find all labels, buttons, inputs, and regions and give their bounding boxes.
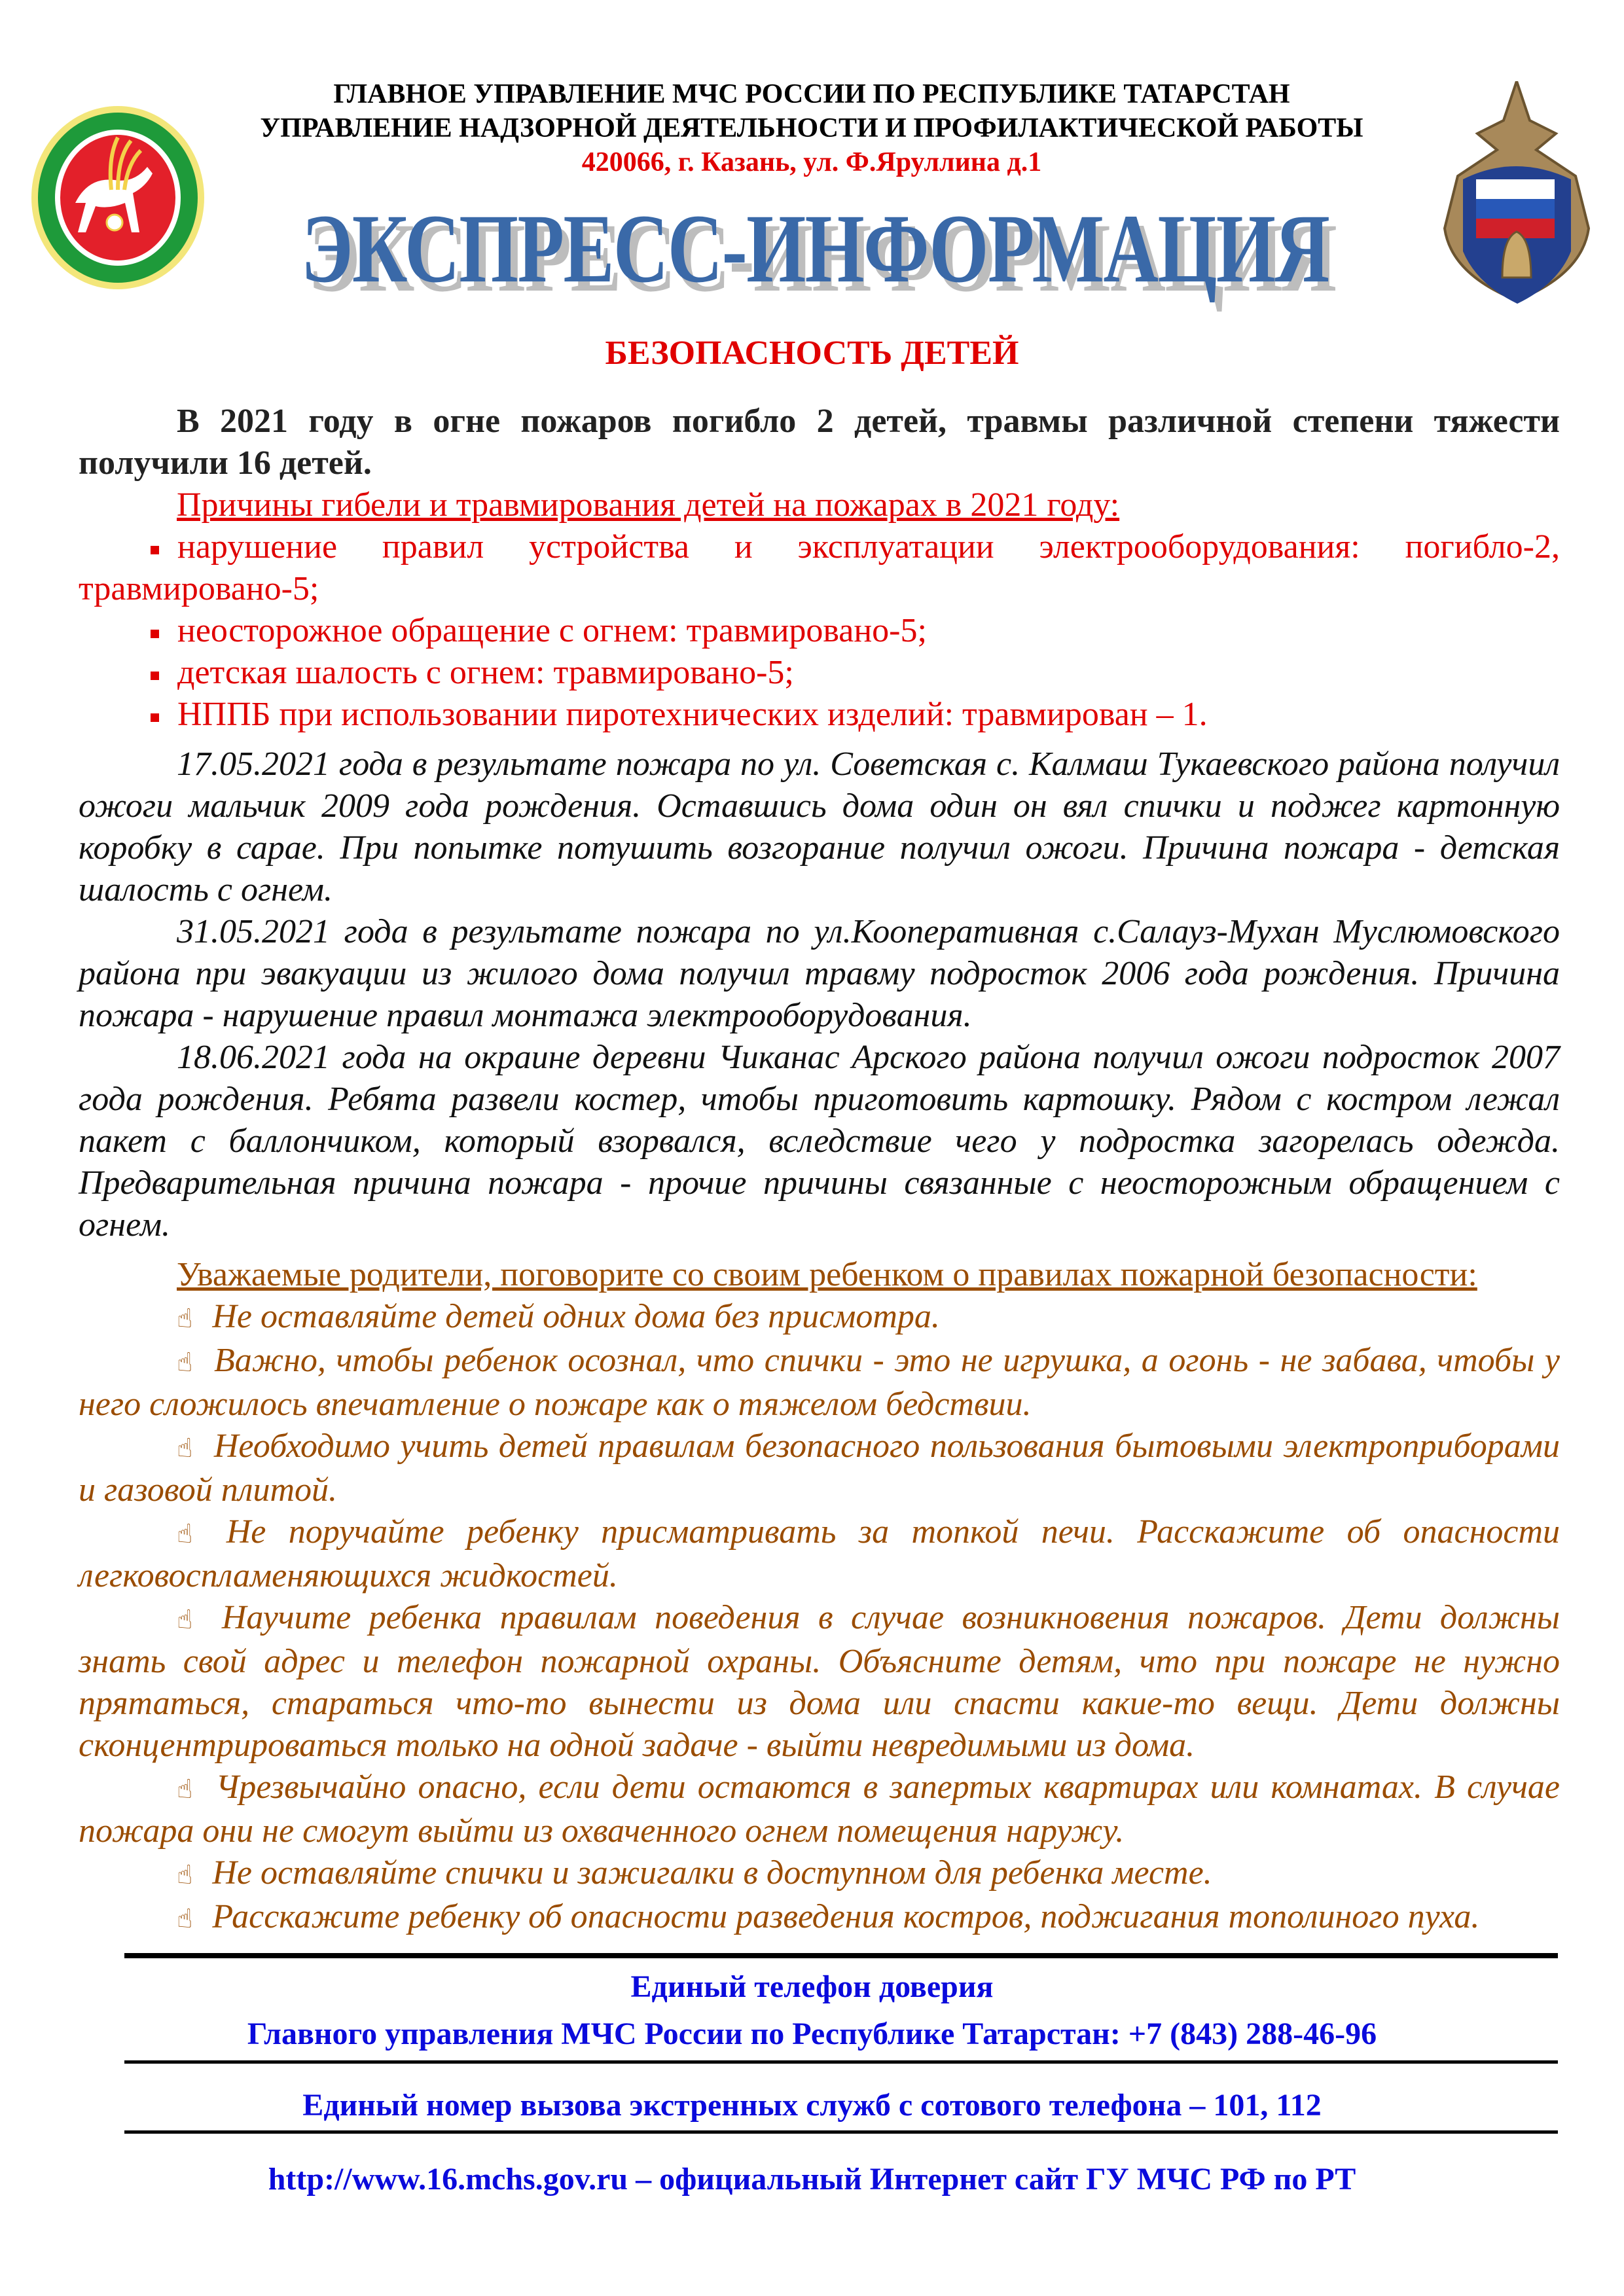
pointing-hand-icon: ☝ [177, 1860, 193, 1890]
advice-item: ☝ Расскажите ребенку об опасности разведения костров, поджигания тополиного пуха. [177, 1898, 1480, 1935]
header-line-2: УПРАВЛЕНИЕ НАДЗОРНОЙ ДЕЯТЕЛЬНОСТИ И ПРОФИЛАКТИЧЕСКОЙ РАБОТЫ [260, 113, 1363, 143]
bullet-square-icon [151, 713, 159, 722]
page-title: ЭКСПРЕСС-ИНФОРМАЦИЯ [301, 194, 1329, 303]
incident-paragraph: 17.05.2021 года в результате пожара по ул. Советская с. Калмаш Тукаевского района получил ожоги мальчик 2009 года рождения. Оставшись дома один он вял спички и поджег картонную коробку в сарае. При попытке потушить возгорание получил ожоги. Причина пожара - детская шалость с огнем. [79, 745, 1560, 908]
divider [124, 1953, 1558, 1958]
bullet-square-icon [151, 672, 159, 680]
advice-item: ☝ Не оставляйте детей одних дома без присмотра. [177, 1298, 940, 1335]
hotline-number: Главного управления МЧС России по Республике Татарстан: +7 (843) 288-46-96 [247, 2017, 1377, 2051]
bullet-square-icon [151, 546, 159, 554]
header-address: 420066, г. Казань, ул. Ф.Яруллина д.1 [581, 147, 1042, 177]
pointing-hand-icon: ☝ [177, 1433, 194, 1463]
pointing-hand-icon: ☝ [177, 1304, 193, 1334]
advice-item: ☝ Необходимо учить детей правилам безопасного пользования бытовыми электроприборами и газовой плитой. [79, 1427, 1560, 1509]
causes-heading: Причины гибели и травмирования детей на пожарах в 2021 году: [177, 486, 1120, 524]
incident-paragraph: 18.06.2021 года на окраине деревни Чиканас Арского района получил ожоги подросток 2007 года рождения. Ребята развели костер, чтобы приготовить картошку. Рядом с костром лежал пакет с баллончиком, который взорвался, вследствие чего у подростка загорелась одежда. Предварительная причина пожара - прочие причины связанные с неосторожным обращением с огнем. [79, 1039, 1560, 1244]
divider [124, 2060, 1558, 2064]
document-body [79, 401, 1560, 1940]
advice-item: ☝ Не оставляйте спички и зажигалки в доступном для ребенка месте. [177, 1854, 1212, 1892]
pointing-hand-icon: ☝ [177, 1904, 193, 1934]
pointing-hand-icon: ☝ [177, 1348, 194, 1378]
header-line-1: ГЛАВНОЕ УПРАВЛЕНИЕ МЧС РОССИИ ПО РЕСПУБЛИКЕ ТАТАРСТАН [333, 79, 1290, 109]
footer [0, 1953, 1624, 2199]
bullet-square-icon [151, 630, 159, 638]
pointing-hand-icon: ☝ [177, 1605, 202, 1635]
divider [124, 2130, 1558, 2134]
cause-item: нарушение правил устройства и эксплуатации электрооборудования: погибло-2, травмировано-5; [79, 528, 1560, 607]
advice-list [79, 1296, 1560, 1940]
cause-item: детская шалость с огнем: травмировано-5; [79, 652, 1560, 694]
advice-item: ☝ Не поручайте ребенку присматривать за топкой печи. Расскажите об опасности легковоспламеняющихся жидкостей. [79, 1513, 1560, 1594]
advice-item: ☝ Важно, чтобы ребенок осознал, что спички - это не игрушка, а огонь - не забава, чтобы у него сложилось впечатление о пожаре как о тяжелом бедствии. [79, 1342, 1560, 1423]
pointing-hand-icon: ☝ [177, 1519, 207, 1549]
emergency-numbers: Единый номер вызова экстренных служб с сотового телефона – 101, 112 [302, 2088, 1322, 2123]
cause-item: неосторожное обращение с огнем: травмировано-5; [79, 610, 1560, 652]
hotline-title: Единый телефон доверия [630, 1969, 994, 2004]
advice-heading: Уважаемые родители, поговорите со своим ребенком о правилах пожарной безопасности: [177, 1256, 1477, 1293]
pointing-hand-icon: ☝ [177, 1774, 196, 1804]
website-link[interactable]: http://www.16.mchs.gov.ru – официальный Интернет сайт ГУ МЧС РФ по РТ [268, 2162, 1356, 2197]
advice-item: ☝ Чрезвычайно опасно, если дети остаются в запертых квартирах или комнатах. В случае пожара они не смогут выйти из охваченного огнем помещения наружу. [79, 1768, 1560, 1850]
incident-paragraph: 31.05.2021 года в результате пожара по ул.Кооперативная с.Салауз-Мухан Муслюмовского района при эвакуации из жилого дома получил травму подросток 2006 года рождения. Причина пожара - нарушение правил монтажа электрооборудования. [79, 913, 1560, 1034]
cause-item: НППБ при использовании пиротехнических изделий: травмирован – 1. [79, 694, 1560, 736]
advice-item: ☝ Научите ребенка правилам поведения в случае возникновения пожаров. Дети должны знать свой адрес и телефон пожарной охраны. Объясните детям, что при пожаре не нужно прятаться, стараться что-то вынести из дома или спасти какие-то вещи. Дети должны сконцентрироваться только на одной задаче - выйти невредимыми из дома. [79, 1599, 1560, 1764]
page-subtitle: БЕЗОПАСНОСТЬ ДЕТЕЙ [605, 334, 1019, 372]
intro-paragraph: В 2021 году в огне пожаров погибло 2 детей, травмы различной степени тяжести получили 16 детей. [79, 403, 1560, 482]
